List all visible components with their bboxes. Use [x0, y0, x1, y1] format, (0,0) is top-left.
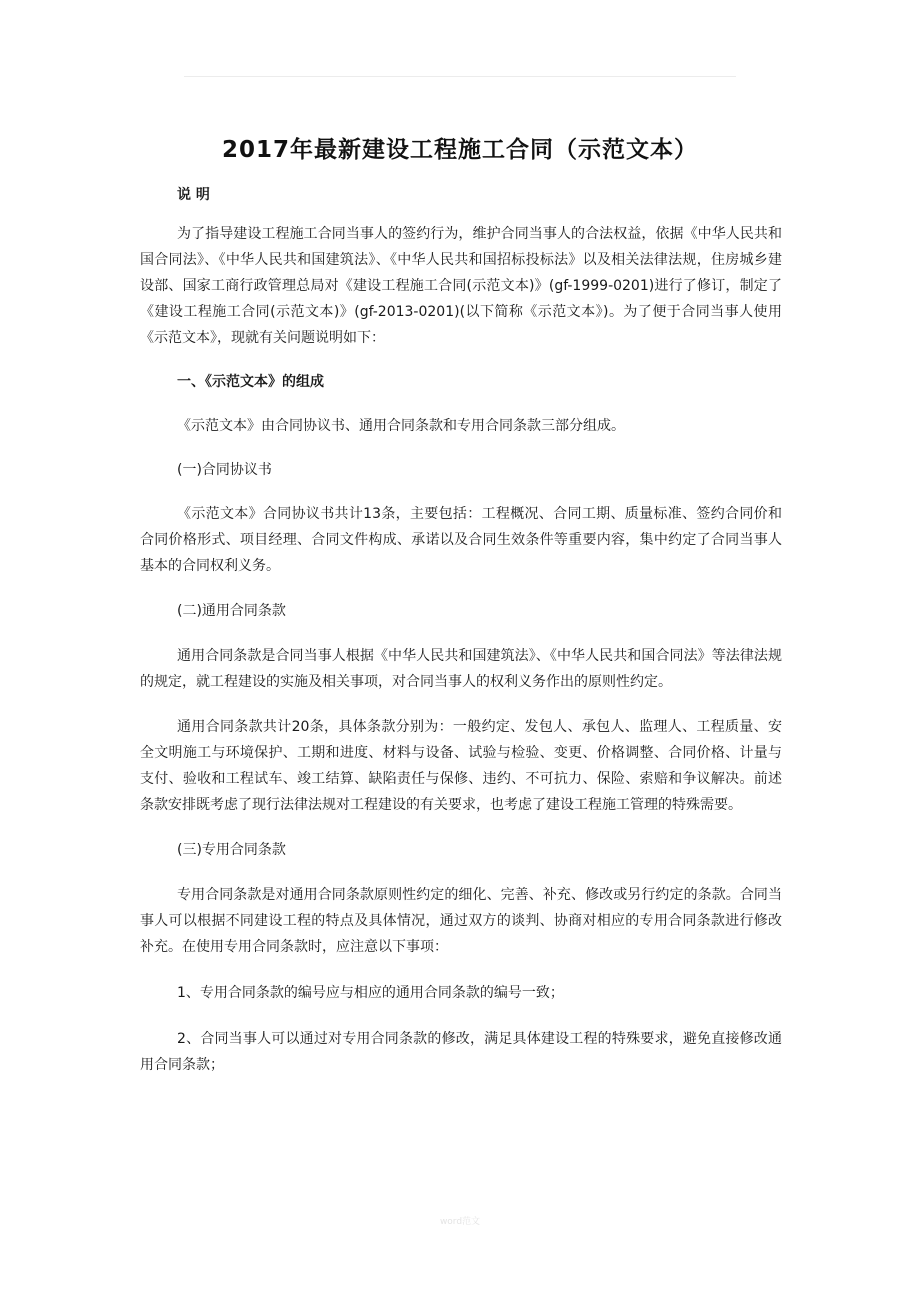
list-item-1: 1、专用合同条款的编号应与相应的通用合同条款的编号一致；: [177, 985, 564, 1001]
section-heading-composition: 一、《示范文本》的组成: [177, 374, 324, 390]
subheading-special-terms: (三)专用合同条款: [177, 842, 286, 858]
document-body: [140, 182, 782, 1078]
paragraph-general-terms-list: 通用合同条款共计20条，具体条款分别为：一般约定、发包人、承包人、监理人、工程质量、安全文明施工与环境保护、工期和进度、材料与设备、试验与检验、变更、价格调整、合同价格、计量与支付、验收和工程试车、竣工结算、缺陷责任与保修、违约、不可抗力、保险、索赔和争议解决。前述条款安排既考虑了现行法律法规对工程建设的有关要求，也考虑了建设工程施工管理的特殊需要。: [140, 719, 782, 813]
document-title: 2017年最新建设工程施工合同（示范文本）: [221, 137, 698, 164]
list-item-2: 2、合同当事人可以通过对专用合同条款的修改，满足具体建设工程的特殊要求，避免直接修改通用合同条款；: [140, 1031, 782, 1073]
paragraph-special-terms: 专用合同条款是对通用合同条款原则性约定的细化、完善、补充、修改或另行约定的条款。合同当事人可以根据不同建设工程的特点及具体情况，通过双方的谈判、协商对相应的专用合同条款进行修改补充。在使用专用合同条款时，应注意以下事项：: [140, 887, 782, 955]
paragraph-general-terms: 通用合同条款是合同当事人根据《中华人民共和国建筑法》、《中华人民共和国合同法》等法律法规的规定，就工程建设的实施及相关事项，对合同当事人的权利义务作出的原则性约定。: [140, 648, 782, 690]
footer-watermark: word范文: [439, 1217, 481, 1227]
subheading-general-terms: (二)通用合同条款: [177, 603, 286, 619]
paragraph-agreement: 《示范文本》合同协议书共计13条，主要包括：工程概况、合同工期、质量标准、签约合同价和合同价格形式、项目经理、合同文件构成、承诺以及合同生效条件等重要内容，集中约定了合同当事人基本的合同权利义务。: [140, 506, 782, 574]
paragraph-composition: 《示范文本》由合同协议书、通用合同条款和专用合同条款三部分组成。: [177, 418, 625, 434]
subheading-agreement: (一)合同协议书: [177, 462, 272, 478]
paragraph-intro: 为了指导建设工程施工合同当事人的签约行为，维护合同当事人的合法权益，依据《中华人民共和国合同法》、《中华人民共和国建筑法》、《中华人民共和国招标投标法》以及相关法律法规，住房城乡建设部、国家工商行政管理总局对《建设工程施工合同(示范文本)》(gf-1999-0201)进行了修订，制定了《建设工程施工合同(示范文本)》(gf-2013-0201)(以下简称《示范文本》)。为了便于合同当事人使用《示范文本》，现就有关问题说明如下：: [140, 226, 782, 346]
header-rule: [184, 76, 736, 77]
section-title-explanation: 说 明: [177, 187, 210, 203]
